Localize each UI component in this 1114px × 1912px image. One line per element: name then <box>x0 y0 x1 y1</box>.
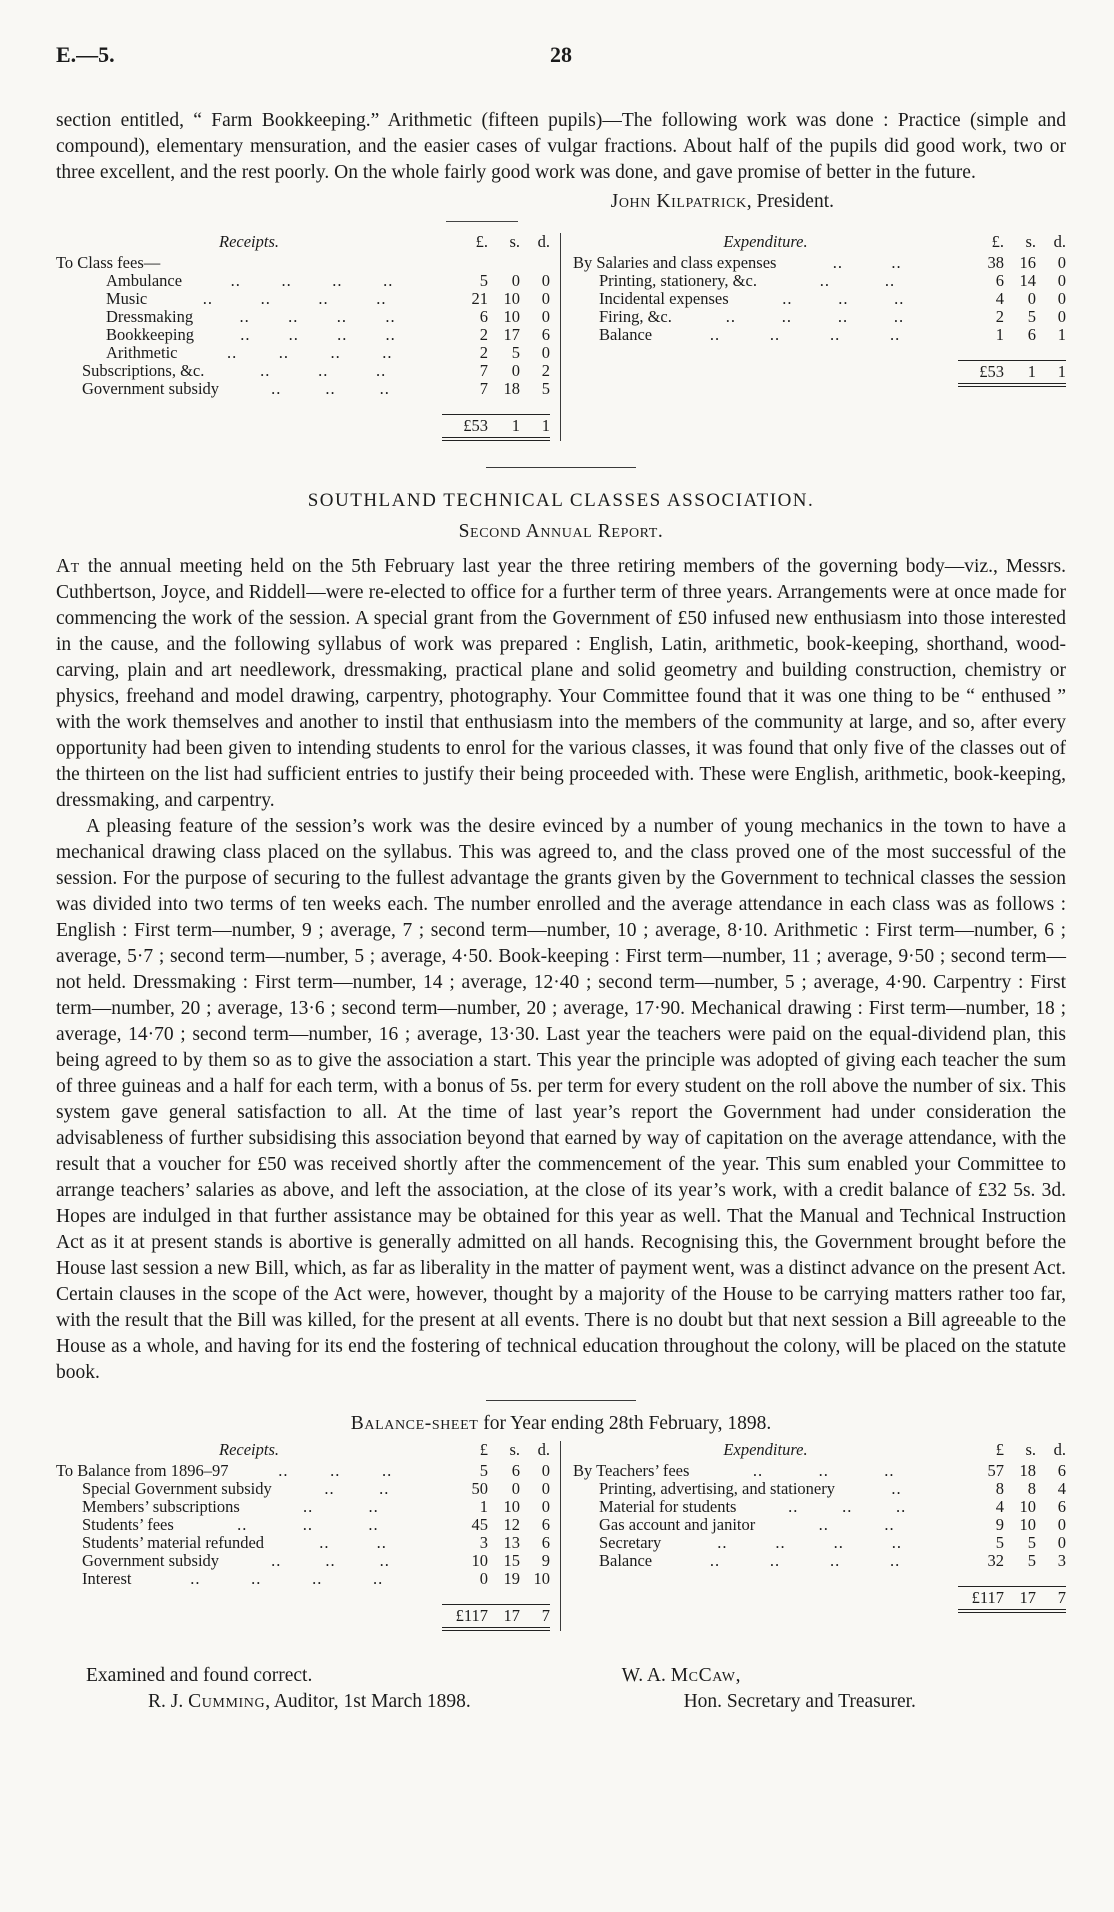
amount-shillings: 5 <box>1027 1551 1036 1570</box>
bs-expenditure-total-row <box>573 1586 1066 1613</box>
amount-pounds: 5 <box>995 1533 1004 1552</box>
shillings-col-head: s. <box>509 1440 520 1459</box>
ledger-row <box>573 1480 1066 1498</box>
ledger-label: Dressmaking <box>106 307 194 326</box>
amount-pounds: 6 <box>479 307 488 326</box>
report-paragraph-1: At the annual meeting held on the 5th February last year the three retiring members of the governing body—viz., Messrs. Cuthbertson, Joyce, and Riddell—were re-elected to office for a further term of three years. Arrangements were at once made for commencing the work of the session. A special grant from the Government of £50 infused new enthusiasm into those interested in the cause, and the following syllabus of work was prepared : English, Latin, arithmetic, book-keeping, shorthand, wood-carving, plain and art needlework, dressmaking, practical plane and solid geometry and building construction, chemistry or physics, freehand and model drawing, carpentry, photography. Your Committee found that it was one thing to be “ enthused ” with the work themselves and another to instil that enthusiasm into the members of the community at large, and so, after every opportunity had been given to intending students to enrol for the various classes, it was found that only five of the classes out of the thirteen on the list had sufficient entries to justify their being proceeded with. These were English, arithmetic, book-keeping, dressmaking, and carpentry. <box>56 556 1066 811</box>
dot-leader <box>755 1516 958 1534</box>
attestation-block <box>56 1663 1066 1715</box>
ledger-label: Gas account and janitor <box>599 1515 756 1534</box>
receipts-total-row <box>56 414 550 441</box>
lead-word: At <box>56 556 80 577</box>
ledger-row <box>56 1534 550 1552</box>
expenditure-column <box>561 233 1066 441</box>
report-subtitle: Second Annual Report. <box>458 521 664 542</box>
amount-shillings: 6 <box>511 1461 520 1480</box>
amount-pence: 0 <box>541 1497 550 1516</box>
amount-shillings: 8 <box>1027 1479 1036 1498</box>
shillings-col-head: s. <box>1025 232 1036 251</box>
amount-pounds: 6 <box>995 271 1004 290</box>
amount-shillings: 0 <box>511 361 520 380</box>
secretary-title-line: Hon. Secretary and Treasurer. <box>683 1691 916 1712</box>
total-pence: 1 <box>1057 362 1066 381</box>
ledger-label: Firing, &c. <box>599 307 672 326</box>
dot-leader <box>177 344 442 362</box>
ledger-row <box>573 254 1066 272</box>
ledger-label: Interest <box>82 1569 132 1588</box>
shillings-col-head: s. <box>509 232 520 251</box>
ledger-label: By Salaries and class expenses <box>573 253 777 272</box>
amount-pounds: 7 <box>479 379 488 398</box>
ledger-row <box>56 1462 550 1480</box>
balance-sheet-heading: Balance-sheet for Year ending 28th February, 1898. <box>350 1413 772 1434</box>
ledger-label: Special Government subsidy <box>82 1479 272 1498</box>
receipts-header <box>56 233 550 251</box>
ledger-label: Bookkeeping <box>106 325 194 344</box>
ledger-row <box>56 344 550 362</box>
ledger-label: Material for students <box>599 1497 737 1516</box>
amount-shillings: 10 <box>503 289 520 308</box>
dot-leader <box>729 290 958 308</box>
ledger-label: By Teachers’ fees <box>573 1461 690 1480</box>
amount-shillings: 0 <box>511 1479 520 1498</box>
amount-pounds: 50 <box>471 1479 488 1498</box>
amount-pounds: 4 <box>995 289 1004 308</box>
dot-leader <box>264 1534 442 1552</box>
expenditure-col-heads <box>958 233 1066 251</box>
section-divider <box>486 467 636 468</box>
ledger-row <box>573 308 1066 326</box>
amount-pounds: 5 <box>479 271 488 290</box>
total-pounds: £117 <box>971 1588 1004 1607</box>
ledger-row <box>573 1534 1066 1552</box>
president-signature <box>56 191 1066 213</box>
total-shillings: 1 <box>511 416 520 435</box>
expenditure-title: Expenditure. <box>723 232 808 251</box>
pounds-col-head: £. <box>991 232 1004 251</box>
ledger-row <box>56 326 550 344</box>
pence-col-head: d. <box>1053 232 1066 251</box>
ledger-label: Balance <box>599 1551 653 1570</box>
total-pence: 1 <box>541 416 550 435</box>
amount-pence: 0 <box>541 1461 550 1480</box>
amount-pence: 0 <box>1057 253 1066 272</box>
amount-pence: 0 <box>541 289 550 308</box>
auditor-name: Cumming <box>188 1691 266 1712</box>
pounds-col-head: £. <box>475 232 488 251</box>
amount-shillings: 6 <box>1027 325 1036 344</box>
bs-expenditure-col-heads <box>958 1441 1066 1459</box>
amount-pence: 0 <box>1057 307 1066 326</box>
amount-pence: 0 <box>1057 271 1066 290</box>
dot-leader <box>672 308 958 326</box>
dot-leader <box>689 1462 958 1480</box>
dot-leader <box>219 380 442 398</box>
dot-leader <box>193 308 442 326</box>
ledger-label: Balance <box>599 325 653 344</box>
ledger-label: Students’ material refunded <box>82 1533 265 1552</box>
total-pence: 7 <box>1057 1588 1066 1607</box>
dot-leader <box>652 326 958 344</box>
amount-shillings: 14 <box>1019 271 1036 290</box>
amount-pence: 2 <box>541 361 550 380</box>
bs-receipts-total-row <box>56 1604 550 1631</box>
amount-pounds: 7 <box>479 361 488 380</box>
ledger-row <box>56 1570 550 1588</box>
amount-pence: 0 <box>1057 289 1066 308</box>
total-pounds: £53 <box>463 416 488 435</box>
ledger-row <box>56 1552 550 1570</box>
pounds-col-head: £ <box>479 1440 488 1459</box>
amount-pounds: 0 <box>479 1569 488 1588</box>
dot-leader <box>131 1570 442 1588</box>
shillings-col-head: s. <box>1025 1440 1036 1459</box>
ledger-row <box>56 254 550 272</box>
bs-receipts-header <box>56 1441 550 1459</box>
ledger-label: Subscriptions, &c. <box>82 361 205 380</box>
amount-pence: 0 <box>541 271 550 290</box>
amount-pence: 0 <box>541 343 550 362</box>
ledger-row <box>56 1498 550 1516</box>
president-title: , President. <box>746 191 834 212</box>
ledger-label: Printing, advertising, and stationery <box>599 1479 836 1498</box>
ledger-row <box>573 1498 1066 1516</box>
dot-leader <box>204 362 442 380</box>
amount-pounds: 57 <box>987 1461 1004 1480</box>
amount-pence: 6 <box>1057 1461 1066 1480</box>
amount-pounds: 45 <box>471 1515 488 1534</box>
ledger-row <box>573 1516 1066 1534</box>
amount-pence: 6 <box>541 1515 550 1534</box>
doc-reference: E.—5. <box>56 42 115 67</box>
amount-pounds: 10 <box>471 1551 488 1570</box>
total-shillings: 17 <box>503 1606 520 1625</box>
amount-pounds: 38 <box>987 253 1004 272</box>
receipts-title: Receipts. <box>218 232 279 251</box>
ledger-row <box>573 326 1066 344</box>
dot-leader <box>835 1480 958 1498</box>
ledger-label: Students’ fees <box>82 1515 174 1534</box>
ledger-row <box>573 290 1066 308</box>
amount-pounds: 1 <box>479 1497 488 1516</box>
total-pence: 7 <box>541 1606 550 1625</box>
amount-shillings: 18 <box>503 379 520 398</box>
ledger-row <box>56 1480 550 1498</box>
total-pounds: £53 <box>979 362 1004 381</box>
ledger-label: Ambulance <box>106 271 183 290</box>
page-number: 28 <box>550 42 572 67</box>
expenditure-header <box>573 233 1066 251</box>
amount-pence: 0 <box>541 1479 550 1498</box>
auditor-block <box>56 1663 622 1715</box>
secretary-block <box>622 1663 1066 1715</box>
amount-pounds: 1 <box>995 325 1004 344</box>
ledger-row <box>573 1462 1066 1480</box>
dot-leader <box>776 254 958 272</box>
amount-pounds: 5 <box>479 1461 488 1480</box>
total-shillings: 17 <box>1019 1588 1036 1607</box>
dot-leader <box>147 290 442 308</box>
amount-pence: 10 <box>533 1569 550 1588</box>
ledger-label: Members’ subscriptions <box>82 1497 240 1516</box>
ledger-label: Secretary <box>599 1533 662 1552</box>
dot-leader <box>661 1534 958 1552</box>
amount-shillings: 10 <box>503 1497 520 1516</box>
amount-pounds: 8 <box>995 1479 1004 1498</box>
ledger-label: Incidental expenses <box>599 289 729 308</box>
dot-leader <box>194 326 442 344</box>
total-pounds: £117 <box>455 1606 488 1625</box>
amount-pence: 3 <box>1057 1551 1066 1570</box>
amount-shillings: 10 <box>1019 1515 1036 1534</box>
amount-shillings: 18 <box>1019 1461 1036 1480</box>
association-title: SOUTHLAND TECHNICAL CLASSES ASSOCIATION. <box>307 490 815 511</box>
running-head <box>56 42 1066 70</box>
ledger-row <box>573 1552 1066 1570</box>
amount-pence: 1 <box>1057 325 1066 344</box>
amount-pence: 4 <box>1057 1479 1066 1498</box>
auditor-line: R. J. Cumming, Auditor, 1st March 1898. <box>148 1691 471 1712</box>
amount-pence: 6 <box>1057 1497 1066 1516</box>
amount-shillings: 5 <box>511 343 520 362</box>
ledger-row <box>56 362 550 380</box>
total-shillings: 1 <box>1027 362 1036 381</box>
ledger-label: To Balance from 1896–97 <box>56 1461 229 1480</box>
intro-paragraph: section entitled, “ Farm Bookkeeping.” Arithmetic (fifteen pupils)—The following work was done : Practice (simple and compound), elementary mensuration, and the easier cases of vulgar fractions. About half of the pupils did good work, two or three excellent, and the rest poorly. On the whole fairly good work was done, and gave promise of better in the future. <box>56 110 1066 183</box>
pence-col-head: d. <box>1053 1440 1066 1459</box>
amount-pounds: 21 <box>471 289 488 308</box>
ledger-label: Arithmetic <box>106 343 178 362</box>
secretary-name-line: W. A. McCaw, <box>621 1665 741 1686</box>
bs-receipts-column <box>56 1441 561 1631</box>
amount-pence: 0 <box>541 307 550 326</box>
dot-leader <box>229 1462 442 1480</box>
amount-shillings: 10 <box>503 307 520 326</box>
dot-leader <box>272 1480 442 1498</box>
secretary-name: McCaw <box>670 1665 736 1686</box>
dot-leader <box>182 272 442 290</box>
amount-pounds: 4 <box>995 1497 1004 1516</box>
receipts-col-heads <box>442 233 550 251</box>
dot-leader <box>757 272 958 290</box>
president-name: John Kilpatrick <box>610 191 747 212</box>
ledger-row <box>56 380 550 398</box>
dot-leader <box>219 1552 442 1570</box>
amount-pence: 9 <box>541 1551 550 1570</box>
examined-line: Examined and found correct. <box>86 1665 313 1686</box>
amount-shillings: 12 <box>503 1515 520 1534</box>
amount-shillings: 5 <box>1027 307 1036 326</box>
ledger-label: Government subsidy <box>82 379 220 398</box>
pence-col-head: d. <box>537 232 550 251</box>
balance-divider <box>486 1400 636 1401</box>
bs-receipts-col-heads <box>442 1441 550 1459</box>
amount-shillings: 5 <box>1027 1533 1036 1552</box>
ledger-row <box>56 272 550 290</box>
dot-leader <box>174 1516 442 1534</box>
pounds-col-head: £ <box>995 1440 1004 1459</box>
ledger-row <box>56 1516 550 1534</box>
bs-expenditure-column <box>561 1441 1066 1631</box>
dot-leader <box>736 1498 958 1516</box>
amount-pence: 6 <box>541 325 550 344</box>
class-account-table <box>56 233 1066 441</box>
pence-col-head: d. <box>537 1440 550 1459</box>
ledger-row <box>56 308 550 326</box>
bs-receipts-title: Receipts. <box>218 1440 279 1459</box>
ledger-row <box>56 290 550 308</box>
amount-shillings: 16 <box>1019 253 1036 272</box>
amount-pence: 0 <box>1057 1515 1066 1534</box>
amount-pence: 5 <box>541 379 550 398</box>
amount-pounds: 2 <box>479 343 488 362</box>
receipts-column <box>56 233 561 441</box>
amount-pounds: 2 <box>479 325 488 344</box>
ledger-row <box>573 272 1066 290</box>
amount-pence: 0 <box>1057 1533 1066 1552</box>
ledger-label: Printing, stationery, &c. <box>599 271 757 290</box>
amount-pounds: 9 <box>995 1515 1004 1534</box>
amount-pounds: 3 <box>479 1533 488 1552</box>
ledger-label: To Class fees— <box>56 253 161 272</box>
expenditure-total-row <box>573 360 1066 387</box>
amount-shillings: 13 <box>503 1533 520 1552</box>
amount-rule <box>446 221 518 222</box>
report-paragraph-2: A pleasing feature of the session’s work was the desire evinced by a number of young mechanics in the town to have a mechanical drawing class placed on the syllabus. This was agreed to, and the class proved one of the most successful of the session. For the purpose of securing to the fullest advantage the grants given by the Government to technical classes the session was divided into two terms of ten weeks each. The number enrolled and the average attendance in each class was as follows : English : First term—number, 9 ; average, 7 ; second term—number, 10 ; average, 8·10. Arithmetic : First term—number, 6 ; average, 5·7 ; second term—number, 5 ; average, 4·50. Book-keeping : First term—number, 11 ; average, 9·50 ; second term—not held. Dressmaking : First term—number, 14 ; average, 12·40 ; second term—number, 5 ; average, 4·90. Carpentry : First term—number, 20 ; average, 13·6 ; second term—number, 20 ; average, 17·90. Mechanical drawing : First term—number, 18 ; average, 14·70 ; second term—number, 16 ; average, 13·30. Last year the teachers were paid on the equal-dividend plan, this being agreed to by them so as to give the association a start. This year the principle was adopted of giving each teacher the sum of three guineas and a half for each term, with a bonus of 5s. per term for every student on the roll above the number of six. This system gave general satisfaction to all. At the time of last year’s report the Government had under consideration the advisableness of further subsidising this association beyond that earned by way of capitation on the average attendance, with the result that a voucher for £50 was received shortly after the commencement of the year. This sum enabled your Committee to arrange teachers’ salaries as above, and left the association, at the close of its year’s work, with a credit balance of £32 5s. 3d. Hopes are indulged in that further assistance may be obtained for this year as well. That the Manual and Technical Instruction Act as it at present stands is abortive is generally admitted on all hands. Recognising this, the Government brought before the House last session a new Bill, which, as far as liberality in the matter of payment went, was a distinct advance on the present Act. Certain clauses in the scope of the Act were, however, thought by a majority of the House to be carrying matters rather too far, with the result that the Bill was killed, for the present at all events. There is no doubt but that next session a Bill agreeable to the House as a whole, and having for its end the fostering of technical education throughout the colony, will be placed on the statute book. <box>56 816 1066 1383</box>
bs-expenditure-header <box>573 1441 1066 1459</box>
ledger-label: Government subsidy <box>82 1551 220 1570</box>
balance-sheet-table <box>56 1441 1066 1631</box>
amount-shillings: 0 <box>1027 289 1036 308</box>
bs-expenditure-title: Expenditure. <box>723 1440 808 1459</box>
amount-shillings: 15 <box>503 1551 520 1570</box>
amount-shillings: 10 <box>1019 1497 1036 1516</box>
amount-pounds: 2 <box>995 307 1004 326</box>
dot-leader <box>240 1498 442 1516</box>
dot-leader <box>652 1552 958 1570</box>
amount-shillings: 0 <box>511 271 520 290</box>
amount-shillings: 19 <box>503 1569 520 1588</box>
amount-pounds: 32 <box>987 1551 1004 1570</box>
amount-shillings: 17 <box>503 325 520 344</box>
amount-pence: 6 <box>541 1533 550 1552</box>
ledger-label: Music <box>106 289 148 308</box>
